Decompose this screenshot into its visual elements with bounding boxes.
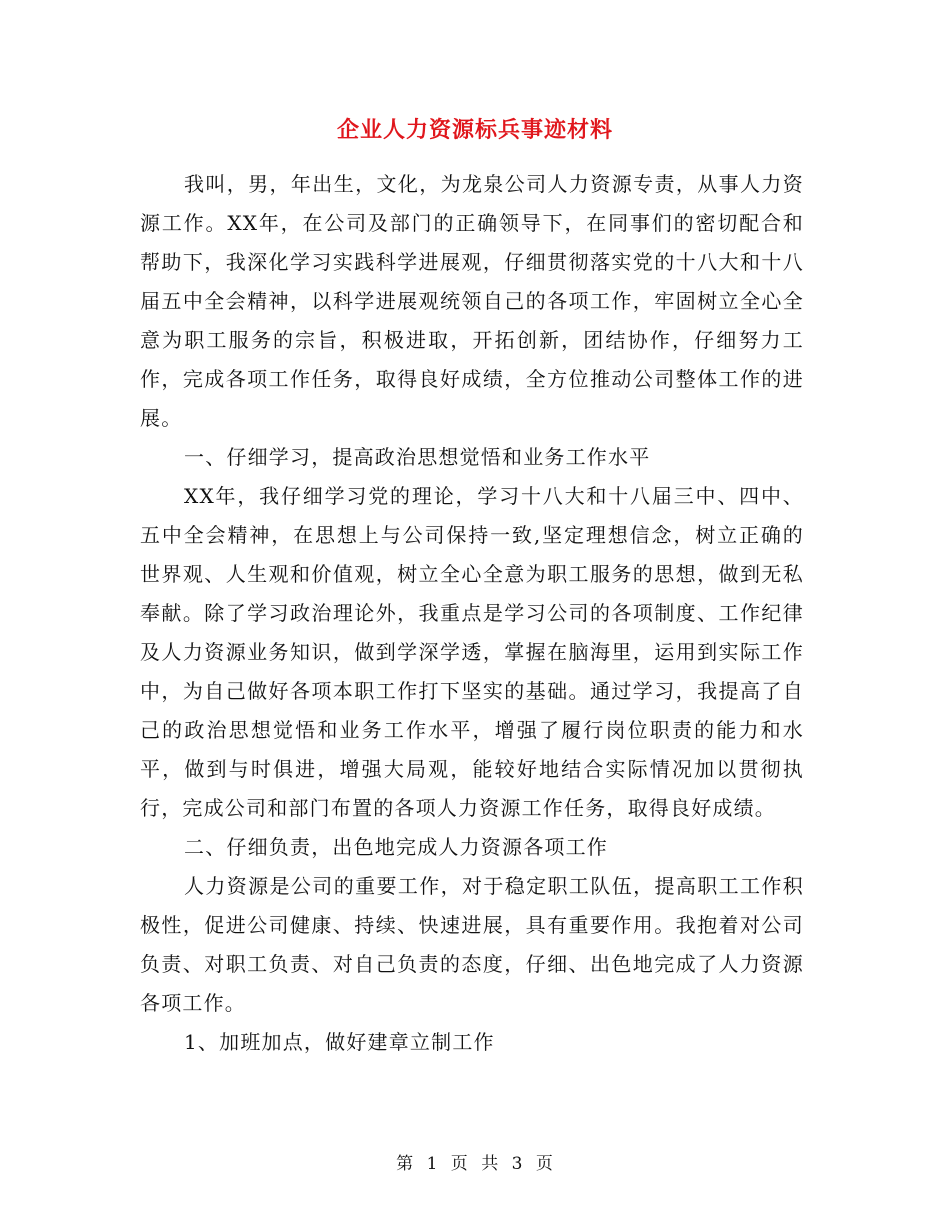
section-heading-2: 二、仔细负责，出色地完成人力资源各项工作 [184, 835, 608, 859]
footer-page-label: 第 [396, 1154, 415, 1174]
paragraph-hr-work: 人力资源是公司的重要工作，对于稳定职工队伍，提高职工工作积极性，促进公司健康、持续、快速进展，具有重要作用。我抱着对公司负责、对职工负责、对自己负责的态度，仔细、出色地完成了人力资源各项工作。 [140, 874, 804, 1015]
paragraph-intro: 我叫，男，年出生，文化，为龙泉公司人力资源专责，从事人力资源工作。XX年，在公司及部门的正确领导下，在同事们的密切配合和帮助下，我深化学习实践科学进展观，仔细贯彻落实党的十八大和十八届五中全会精神，以科学进展观统领自己的各项工作，牢固树立全心全意为职工服务的宗旨，积极进取，开拓创新，团结协作，仔细努力工作，完成各项工作任务，取得良好成绩，全方位推动公司整体工作的进展。 [140, 172, 804, 430]
footer-page-unit: 页 [450, 1154, 469, 1174]
footer-total-unit: 页 [535, 1154, 554, 1174]
footer-current-page: 1 [426, 1154, 439, 1174]
section-heading-1: 一、仔细学习，提高政治思想觉悟和业务工作水平 [184, 445, 651, 469]
subsection-heading-1: 1、加班加点，做好建章立制工作 [184, 1030, 495, 1054]
footer-total-label: 共 [481, 1154, 500, 1174]
page-footer [0, 1152, 950, 1176]
document-body [140, 165, 804, 1062]
paragraph-study: XX年，我仔细学习党的理论，学习十八大和十八届三中、四中、五中全会精神，在思想上与公司保持一致,坚定理想信念，树立正确的世界观、人生观和价值观，树立全心全意为职工服务的思想，做到无私奉献。除了学习政治理论外，我重点是学习公司的各项制度、工作纪律及人力资源业务知识，做到学深学透，掌握在脑海里，运用到实际工作中，为自己做好各项本职工作打下坚实的基础。通过学习，我提高了自己的政治思想觉悟和业务工作水平，增强了履行岗位职责的能力和水平，做到与时俱进，增强大局观，能较好地结合实际情况加以贯彻执行，完成公司和部门布置的各项人力资源工作任务，取得良好成绩。 [140, 484, 804, 820]
document-title: 企业人力资源标兵事迹材料 [336, 117, 613, 143]
footer-total-pages: 3 [511, 1154, 524, 1174]
